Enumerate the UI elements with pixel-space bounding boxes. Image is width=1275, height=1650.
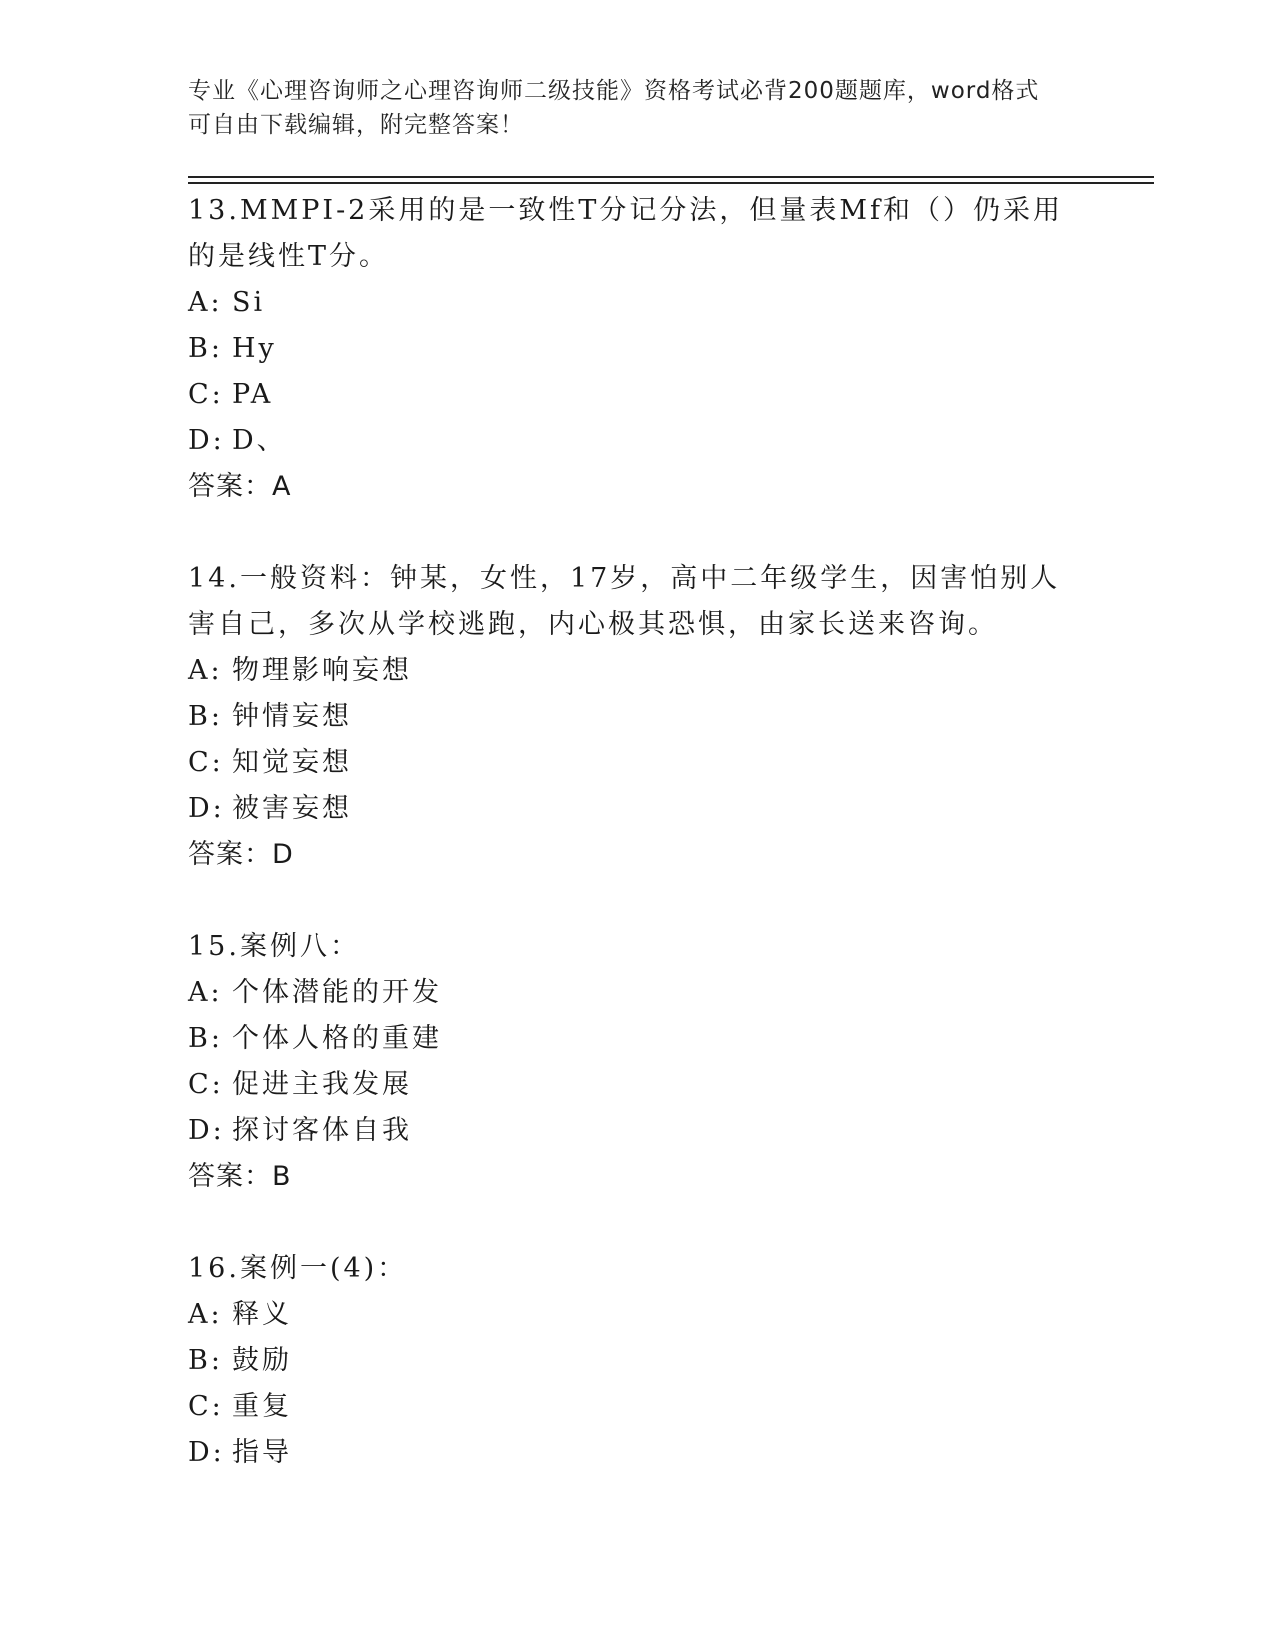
header-line-1: 专业《心理咨询师之心理咨询师二级技能》资格考试必背200题题库，word格式: [188, 78, 1040, 104]
option-b: [188, 1016, 1088, 1062]
question-16: [188, 1246, 1088, 1476]
option-text: 探讨客体自我: [232, 1115, 412, 1146]
option-key: C:: [188, 1391, 224, 1422]
option-d: [188, 418, 1088, 464]
question-stem: 14.一般资料：钟某，女性，17岁，高中二年级学生，因害怕别人害自己，多次从学校逃跑，内心极其恐惧，由家长送来咨询。: [188, 563, 1061, 640]
option-d: [188, 1108, 1088, 1154]
option-text: 鼓励: [232, 1345, 292, 1376]
option-key: B:: [188, 1345, 223, 1376]
option-key: B:: [188, 701, 223, 732]
option-key: D:: [188, 793, 225, 824]
option-c: [188, 1062, 1088, 1108]
question-15: [188, 924, 1088, 1200]
option-key: B:: [188, 1023, 223, 1054]
option-c: [188, 372, 1088, 418]
option-text: 释义: [232, 1299, 292, 1330]
option-c: [188, 1384, 1088, 1430]
header-divider-bottom: [188, 182, 1154, 184]
option-key: C:: [188, 1069, 224, 1100]
question-list: [188, 188, 1088, 1522]
header-line-2: 可自由下载编辑，附完整答案！: [188, 112, 524, 138]
option-text: 重复: [232, 1391, 292, 1422]
option-a: [188, 280, 1088, 326]
question-stem: 16.案例一(4)：: [188, 1253, 408, 1284]
option-d: [188, 786, 1088, 832]
option-d: [188, 1430, 1088, 1476]
option-c: [188, 740, 1088, 786]
option-key: B:: [188, 333, 223, 364]
option-key: A:: [188, 1299, 223, 1330]
option-key: D:: [188, 1437, 225, 1468]
option-text: Hy: [232, 333, 277, 364]
answer-line: 答案：B: [188, 1161, 292, 1192]
question-13: [188, 188, 1088, 510]
option-b: [188, 326, 1088, 372]
option-text: 促进主我发展: [232, 1069, 412, 1100]
option-key: A:: [188, 287, 223, 318]
option-key: D:: [188, 425, 225, 456]
option-text: PA: [232, 379, 274, 410]
option-a: [188, 648, 1088, 694]
option-b: [188, 1338, 1088, 1384]
document-header: [188, 74, 1068, 142]
option-a: [188, 1292, 1088, 1338]
question-14: [188, 556, 1088, 878]
header-divider-top: [188, 176, 1154, 178]
option-text: 物理影响妄想: [232, 655, 412, 686]
option-text: D、: [232, 425, 287, 456]
answer-line: 答案：A: [188, 471, 292, 502]
option-a: [188, 970, 1088, 1016]
question-stem: 15.案例八：: [188, 931, 360, 962]
option-text: 被害妄想: [232, 793, 352, 824]
option-key: C:: [188, 379, 224, 410]
answer-line: 答案：D: [188, 839, 294, 870]
option-key: C:: [188, 747, 224, 778]
option-b: [188, 694, 1088, 740]
option-text: 知觉妄想: [232, 747, 352, 778]
option-text: 指导: [232, 1437, 292, 1468]
option-key: A:: [188, 977, 223, 1008]
option-text: 个体人格的重建: [232, 1023, 442, 1054]
option-key: A:: [188, 655, 223, 686]
option-key: D:: [188, 1115, 225, 1146]
question-stem: 13.MMPI-2采用的是一致性T分记分法，但量表Mf和（）仍采用的是线性T分。: [188, 195, 1064, 272]
option-text: Si: [232, 287, 266, 318]
option-text: 钟情妄想: [232, 701, 352, 732]
option-text: 个体潜能的开发: [232, 977, 442, 1008]
